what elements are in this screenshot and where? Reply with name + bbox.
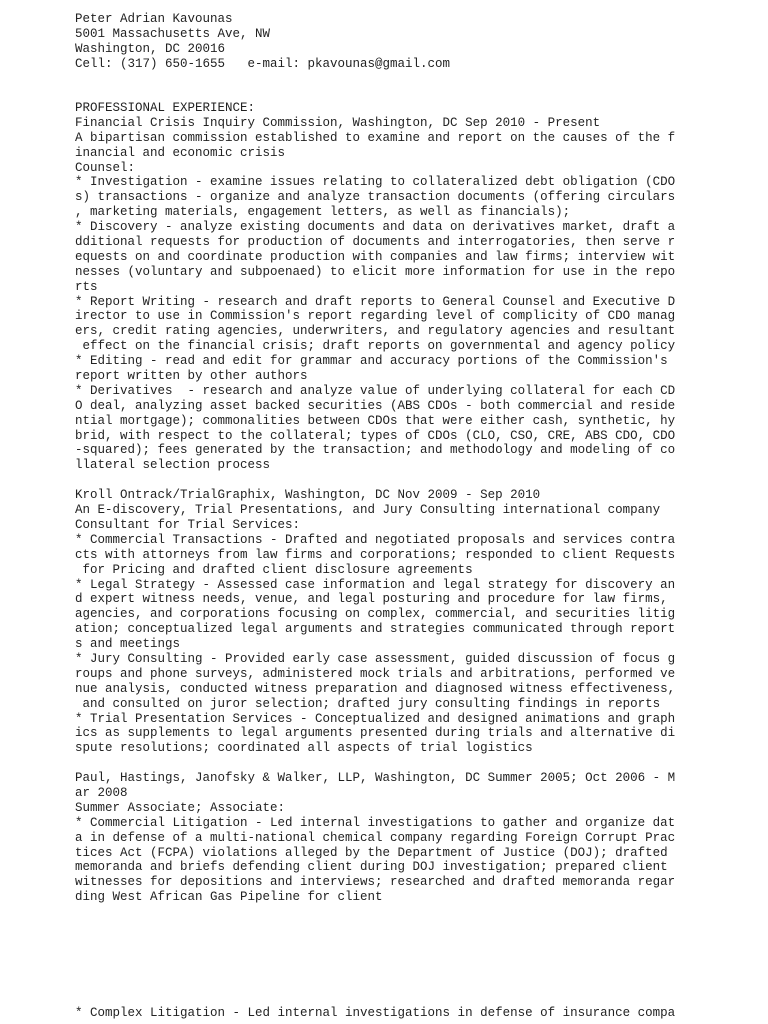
- text-line: Financial Crisis Inquiry Commission, Washington, DC Sep 2010 - Present: [75, 115, 601, 130]
- text-line: ding West African Gas Pipeline for client: [75, 890, 383, 905]
- text-line: witnesses for depositions and interviews; researched and drafted memoranda regar: [75, 875, 676, 890]
- text-line: Kroll Ontrack/TrialGraphix, Washington, DC Nov 2009 - Sep 2010: [75, 488, 541, 503]
- text-line: * Discovery - analyze existing documents and data on derivatives market, draft a: [75, 220, 676, 235]
- text-line: tices Act (FCPA) violations alleged by the Department of Justice (DOJ); drafted: [75, 845, 668, 860]
- text-line: * Editing - read and edit for grammar and accuracy portions of the Commission's: [75, 354, 668, 369]
- text-line: , marketing materials, engagement letters, as well as financials);: [75, 205, 571, 220]
- text-line: nesses (voluntary and subpoenaed) to elicit more information for use in the repo: [75, 264, 676, 279]
- text-line: llateral selection process: [75, 458, 271, 473]
- text-line: [75, 756, 675, 771]
- professional-experience-section: [75, 101, 675, 905]
- text-line: Paul, Hastings, Janofsky & Walker, LLP, Washington, DC Summer 2005; Oct 2006 - M: [75, 771, 676, 786]
- text-line: ics as supplements to legal arguments presented during trials and alternative di: [75, 726, 676, 741]
- text-line: PROFESSIONAL EXPERIENCE:: [75, 101, 256, 115]
- text-line: report written by other authors: [75, 369, 308, 384]
- text-line: equests on and coordinate production with companies and law firms; interview wit: [75, 249, 676, 264]
- contact-line: Cell: (317) 650-1655 e-mail: pkavounas@gmail.com: [75, 56, 451, 71]
- page-bottom-line: * Complex Litigation - Led internal investigations in defense of insurance compa: [75, 1006, 676, 1020]
- text-line: A bipartisan commission established to examine and report on the causes of the f: [75, 130, 676, 145]
- text-line: ers, credit rating agencies, underwriters, and regulatory agencies and resultant: [75, 324, 676, 339]
- text-line: ar 2008: [75, 785, 128, 800]
- contact-block: [75, 12, 450, 72]
- text-line: Consultant for Trial Services:: [75, 517, 301, 532]
- text-line: * Investigation - examine issues relating to collateralized debt obligation (CDO: [75, 175, 676, 190]
- text-line: d expert witness needs, venue, and legal posturing and procedure for law firms,: [75, 592, 668, 607]
- text-line: An E-discovery, Trial Presentations, and Jury Consulting international company: [75, 503, 661, 518]
- text-line: O deal, analyzing asset backed securities (ABS CDOs - both commercial and reside: [75, 398, 676, 413]
- text-line: cts with attorneys from law firms and corporations; responded to client Requests: [75, 547, 676, 562]
- text-line: Counsel:: [75, 160, 136, 175]
- text-line: agencies, and corporations focusing on complex, commercial, and securities litig: [75, 607, 676, 622]
- text-line: a in defense of a multi-national chemical company regarding Foreign Corrupt Prac: [75, 830, 676, 845]
- text-line: effect on the financial crisis; draft reports on governmental and agency policy: [75, 339, 676, 354]
- text-line: s) transactions - organize and analyze transaction documents (offering circulars: [75, 190, 676, 205]
- text-line: * Commercial Transactions - Drafted and negotiated proposals and services contra: [75, 532, 676, 547]
- contact-line: 5001 Massachusetts Ave, NW: [75, 26, 271, 41]
- text-line: ntial mortgage); commonalities between CDOs that were either cash, synthetic, hy: [75, 413, 676, 428]
- text-line: inancial and economic crisis: [75, 145, 286, 160]
- text-line: s and meetings: [75, 637, 181, 652]
- text-line: Summer Associate; Associate:: [75, 800, 286, 815]
- text-line: nue analysis, conducted witness preparation and diagnosed witness effectiveness,: [75, 681, 676, 696]
- text-line: roups and phone surveys, administered mock trials and arbitrations, performed ve: [75, 666, 676, 681]
- text-line: spute resolutions; coordinated all aspects of trial logistics: [75, 741, 533, 756]
- text-line: [75, 473, 675, 488]
- contact-line: Peter Adrian Kavounas: [75, 12, 233, 26]
- text-line: ation; conceptualized legal arguments and strategies communicated through report: [75, 622, 676, 637]
- text-line: rts: [75, 279, 98, 294]
- text-line: dditional requests for production of documents and interrogatories, then serve r: [75, 235, 676, 250]
- text-line: irector to use in Commission's report regarding level of complicity of CDO manag: [75, 309, 676, 324]
- text-line: * Report Writing - research and draft reports to General Counsel and Executive D: [75, 294, 676, 309]
- text-line: and consulted on juror selection; drafted jury consulting findings in reports: [75, 696, 661, 711]
- text-line: for Pricing and drafted client disclosure agreements: [75, 562, 473, 577]
- text-line: memoranda and briefs defending client during DOJ investigation; prepared client: [75, 860, 668, 875]
- text-line: -squared); fees generated by the transaction; and methodology and modeling of co: [75, 443, 676, 458]
- text-line: * Jury Consulting - Provided early case assessment, guided discussion of focus g: [75, 651, 676, 666]
- text-line: * Commercial Litigation - Led internal investigations to gather and organize dat: [75, 815, 676, 830]
- text-line: * Trial Presentation Services - Conceptualized and designed animations and graph: [75, 711, 676, 726]
- text-line: * Legal Strategy - Assessed case information and legal strategy for discovery an: [75, 577, 676, 592]
- text-line: brid, with respect to the collateral; types of CDOs (CLO, CSO, CRE, ABS CDO, CDO: [75, 428, 676, 443]
- text-line: * Derivatives - research and analyze value of underlying collateral for each CD: [75, 383, 676, 398]
- contact-line: Washington, DC 20016: [75, 41, 226, 56]
